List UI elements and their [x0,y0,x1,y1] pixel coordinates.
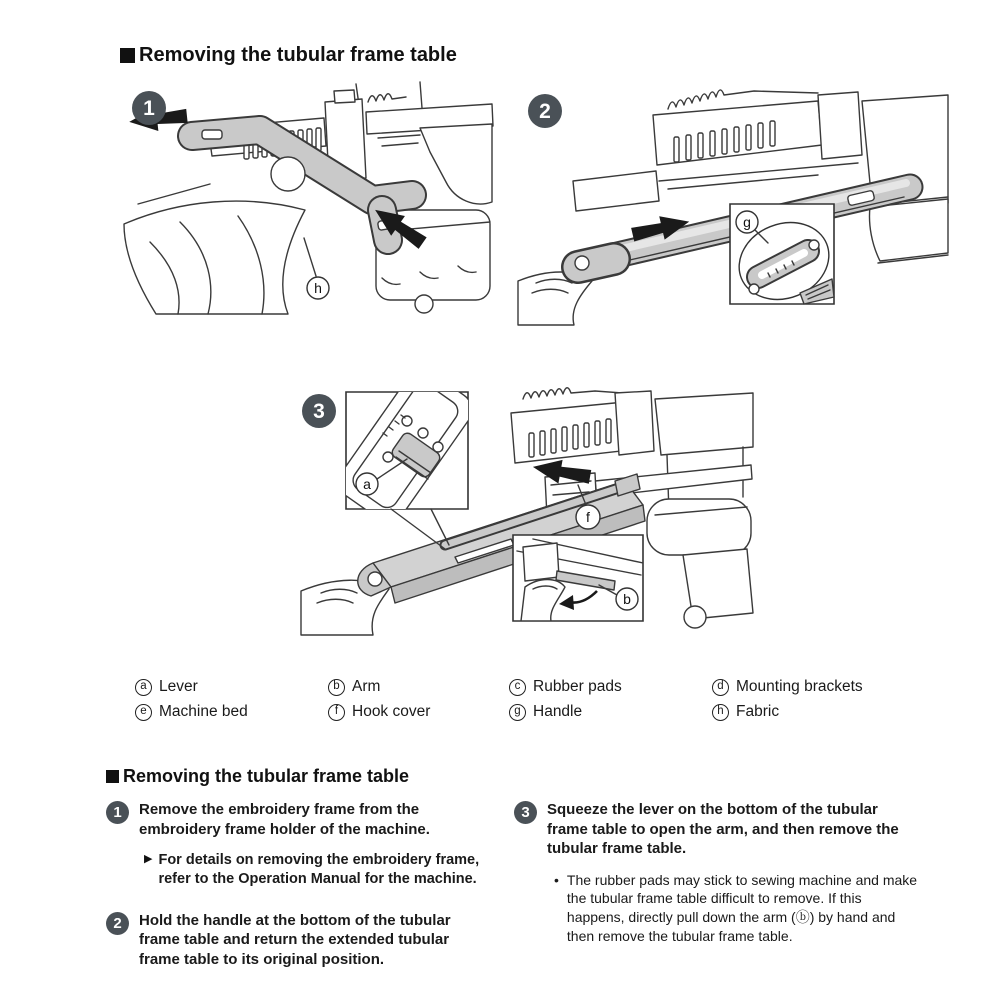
inset-lever [332,363,479,549]
heading-square-icon [120,48,135,63]
svg-text:g: g [743,214,751,230]
page-title-text: Removing the tubular frame table [139,44,457,66]
note-text: For details on removing the embroidery frame, refer to the Operation Manual for the machine. [158,852,480,887]
inset-arm [513,535,643,621]
circle-letter-b: b [328,679,345,696]
svg-text:f: f [586,509,590,525]
circle-letter-a: a [135,679,152,696]
step-text: Remove the embroidery frame from the embroidery frame holder of the machine. [139,801,430,838]
legend-item-hook-cover [328,703,509,721]
fabric [124,201,305,314]
legend-item-arm [328,678,509,696]
step-number-badge: 1 [106,801,129,824]
instruction-step-2 [106,911,504,970]
instructions-heading-text: Removing the tubular frame table [123,766,410,786]
circle-letter-d: d [712,679,729,696]
svg-text:3: 3 [313,400,325,423]
legend-item-machine-bed [135,703,328,721]
callout-h-fabric [304,238,329,299]
instructions-right-column [514,800,922,946]
page-title [120,44,457,67]
step-text: Squeeze the lever on the bottom of the tubular frame table to open the arm, and then remove the tubular frame table. [547,801,899,857]
legend-label: Arm [352,678,381,695]
legend-item-mounting-brackets [712,678,905,696]
step3-bullet-note [554,871,922,947]
legend-item-handle [509,703,712,721]
svg-text:2: 2 [539,100,551,123]
instructions-heading [106,766,409,787]
circle-letter-c: c [509,679,526,696]
svg-text:a: a [363,476,371,492]
heading-square-icon [106,770,119,783]
circle-letter-g: g [509,704,526,721]
figure-step3-remove-table [295,385,758,635]
figure-step1-remove-embroidery-frame [120,82,495,317]
legend-label: Fabric [736,703,780,720]
step2-badge [528,94,562,128]
legend-label: Rubber pads [533,678,622,695]
legend-item-lever [135,678,328,696]
circle-letter-h: h [712,704,729,721]
step1-note [144,851,504,889]
legend-item-rubber-pads [509,678,712,696]
legend-label: Hook cover [352,703,431,720]
note-arrow-icon: ▶ [144,853,153,865]
step-text: Hold the handle at the bottom of the tubular frame table and return the extended tubular frame table to its original position. [139,911,451,968]
figure-step2-return-table [518,85,950,325]
inset-handle [727,204,840,313]
bullet-text: The rubber pads may stick to sewing machine and make the tubular frame table difficult to remove. If this happens, directly pull down the arm (ⓑ) by hand and then remove the tubular frame table. [566,871,918,945]
legend-item-fabric [712,703,905,721]
circle-letter-f: f [328,704,345,721]
legend-label: Mounting brackets [736,678,863,695]
step1-badge [132,91,166,125]
legend-label: Lever [159,678,198,695]
instruction-step-1 [106,800,504,839]
machine-bed [647,499,753,628]
svg-text:1: 1 [143,97,155,120]
legend-label: Machine bed [159,703,248,720]
step3-badge [302,394,336,428]
parts-legend [135,678,905,721]
legend-label: Handle [533,703,583,720]
step-number-badge: 2 [106,912,129,935]
circle-letter-e: e [135,704,152,721]
step-number-badge: 3 [514,801,537,824]
svg-text:b: b [623,591,631,607]
bullet-icon: • [554,871,559,888]
svg-text:h: h [314,280,322,296]
instructions-left-column [106,800,504,983]
instruction-step-3 [514,800,922,859]
